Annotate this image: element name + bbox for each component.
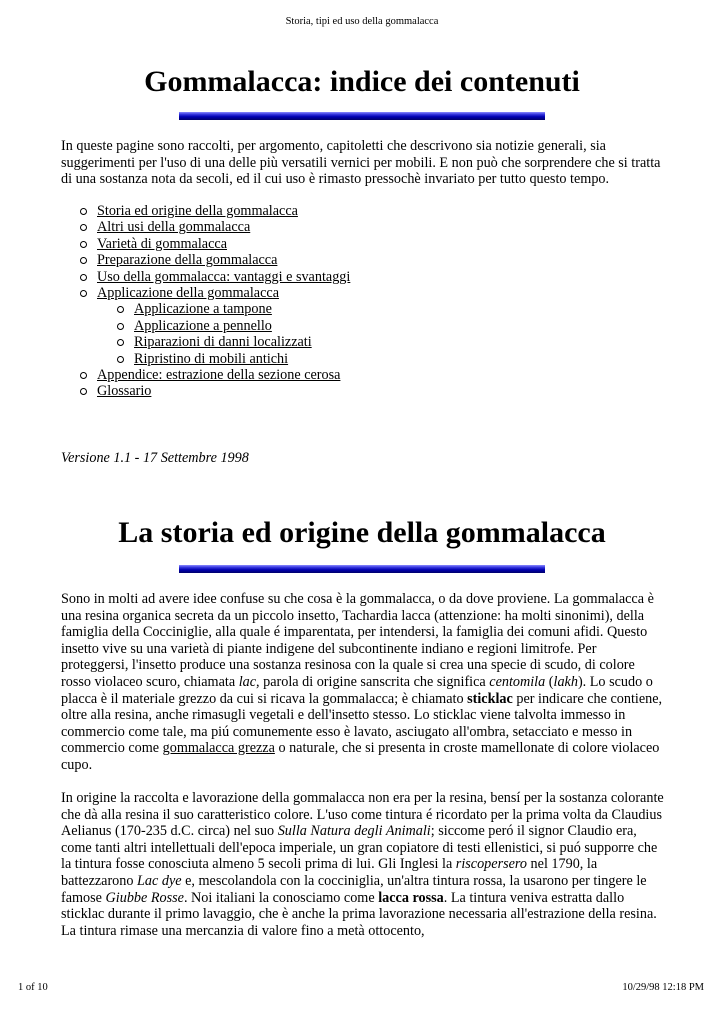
circle-bullet-icon bbox=[80, 388, 87, 395]
toc-item bbox=[61, 367, 350, 383]
text-run: In origine la raccolta e lavorazione della gommalacca non era per la resina, bensí per la sostanza colorante che dà alla resina il suo caratteristico colore. L'uso come tintura é ricordato per la prima volta da Claudius Aelianus (170-235 d.C. circa) nel suo bbox=[61, 790, 664, 840]
circle-bullet-icon bbox=[80, 241, 87, 248]
toc-link-ripristino[interactable]: Ripristino di mobili antichi bbox=[134, 350, 289, 367]
text-run: per indicare che contiene, oltre alla resina, anche rimasugli vegetali e dell'insetto stesso. Lo sticklac viene talvolta immesso in commercio come tale, ma piú comunemente esso è lavato, asciugato all'ombra, setacciato e messo in commercio come bbox=[61, 690, 663, 757]
text-run: ). Lo scudo o placca è il materiale grezzo da cui si ricava la gommalacca; è chiamato bbox=[61, 673, 653, 707]
circle-bullet-icon bbox=[117, 339, 124, 346]
toc-item bbox=[61, 252, 350, 268]
text-run: nel 1790, la battezzarono bbox=[61, 856, 598, 889]
term-sticklac: sticklac bbox=[467, 690, 513, 707]
circle-bullet-icon bbox=[80, 257, 87, 264]
toc-subitem bbox=[61, 351, 350, 367]
text-run: o naturale, che si presenta in croste mamellonate di colore violaceo cupo. bbox=[61, 740, 660, 773]
circle-bullet-icon bbox=[80, 274, 87, 281]
toc-link-preparazione[interactable]: Preparazione della gommalacca bbox=[97, 252, 278, 269]
toc-item bbox=[61, 269, 350, 285]
index-intro: In queste pagine sono raccolti, per argomento, capitoletti che descrivono sia notizie generali, sia suggerimenti per l'uso di una delle più versatili vernici per mobili. E non può che sorprendere che si tratta di una sostanza nota da secoli, ed il cui uso è rimasto pressochè invariato per tutto questo tempo. bbox=[61, 138, 661, 188]
term-lacca-rossa: lacca rossa bbox=[378, 889, 444, 906]
toc-link-tampone[interactable]: Applicazione a tampone bbox=[134, 301, 272, 318]
toc-link-altri-usi[interactable]: Altri usi della gommalacca bbox=[97, 219, 251, 236]
text-run: e, mescolandola con la cocciniglia, un'altra tintura rossa, la usarono per tingere le famose bbox=[61, 872, 647, 906]
term-lac-dye: Lac dye bbox=[137, 872, 182, 889]
toc-item bbox=[61, 236, 350, 252]
term-lakh: lakh bbox=[553, 673, 578, 690]
text-run: Sono in molti ad avere idee confuse su che cosa è la gommalacca, o da dove proviene. La gommalacca è una resina organica secreta da un piccolo insetto, Tachardia lacca (attenzione: ha molti sinonimi), della famiglia della Cocciniglie, alla quale é imparentata, per intendersi, la famiglia dei comuni afidi. Questo insetto vive su una varietà di piante indigene del subcontinente indiano e regioni limitrofe. Per proteggersi, l'insetto produce una sostanza resinosa con la quale si crea una specie di scudo, di colore rosso violaceo scuro, chiamata bbox=[61, 591, 654, 690]
text-run: . La tintura veniva estratta dallo sticklac durante il primo lavaggio, che è anche la prima lavorazione necessaria all'estrazione della resina. La tintura rimase una mercanzia di valore fino a metà ottocento, bbox=[61, 889, 657, 939]
version-note: Versione 1.1 - 17 Settembre 1998 bbox=[61, 450, 249, 466]
index-title: Gommalacca: indice dei contenuti bbox=[144, 65, 580, 98]
text-run: , parola di origine sanscrita che significa bbox=[256, 673, 490, 690]
term-giubbe-rosse: Giubbe Rosse bbox=[105, 889, 184, 906]
circle-bullet-icon bbox=[80, 372, 87, 379]
toc-link-applicazione[interactable]: Applicazione della gommalacca bbox=[97, 285, 279, 302]
toc-subitem bbox=[61, 318, 350, 334]
history-title-rule bbox=[179, 565, 545, 573]
toc-link-varieta[interactable]: Varietà di gommalacca bbox=[97, 235, 227, 252]
text-run: ( bbox=[545, 673, 554, 690]
toc-link-pennello[interactable]: Applicazione a pennello bbox=[134, 317, 272, 334]
circle-bullet-icon bbox=[117, 306, 124, 313]
history-title: La storia ed origine della gommalacca bbox=[118, 516, 606, 549]
toc-item bbox=[61, 383, 350, 399]
history-paragraph-1 bbox=[61, 591, 665, 774]
term-lac: lac bbox=[238, 673, 257, 690]
toc-subitem bbox=[61, 301, 350, 317]
toc-item bbox=[61, 203, 350, 219]
toc-link-storia[interactable]: Storia ed origine della gommalacca bbox=[97, 203, 298, 219]
text-run: ; siccome peró il signor Claudio era, come tanti altri intellettuali dell'epoca imperiale, un gran copiatore di testi ellenistici, si puó supporre che la tintura fosse conosciuta almeno 5 secoli prima di lui. Gli Inglesi la bbox=[61, 823, 658, 873]
term-book-title: Sulla Natura degli Animali bbox=[277, 823, 431, 840]
term-centomila: centomila bbox=[489, 673, 546, 690]
title-rule bbox=[179, 112, 545, 120]
text-run: . Noi italiani la conosciamo come bbox=[183, 889, 379, 906]
circle-bullet-icon bbox=[80, 208, 87, 215]
toc-item bbox=[61, 219, 350, 235]
toc-link-riparazioni[interactable]: Riparazioni di danni localizzati bbox=[134, 334, 312, 351]
link-gommalacca-grezza[interactable]: gommalacca grezza bbox=[162, 740, 275, 757]
toc-item bbox=[61, 285, 350, 301]
print-timestamp: 10/29/98 12:18 PM bbox=[622, 982, 704, 993]
history-paragraph-2 bbox=[61, 790, 665, 939]
circle-bullet-icon bbox=[80, 224, 87, 231]
circle-bullet-icon bbox=[117, 356, 124, 363]
print-header-title: Storia, tipi ed uso della gommalacca bbox=[285, 16, 439, 27]
circle-bullet-icon bbox=[117, 323, 124, 330]
toc-link-uso[interactable]: Uso della gommalacca: vantaggi e svantaggi bbox=[97, 268, 351, 285]
table-of-contents bbox=[61, 203, 350, 400]
toc-link-appendice[interactable]: Appendice: estrazione della sezione cerosa bbox=[97, 367, 341, 384]
page-indicator: 1 of 10 bbox=[18, 982, 48, 993]
toc-link-glossario[interactable]: Glossario bbox=[97, 383, 152, 400]
toc-subitem bbox=[61, 334, 350, 350]
term-riscopersero: riscopersero bbox=[455, 856, 527, 873]
circle-bullet-icon bbox=[80, 290, 87, 297]
